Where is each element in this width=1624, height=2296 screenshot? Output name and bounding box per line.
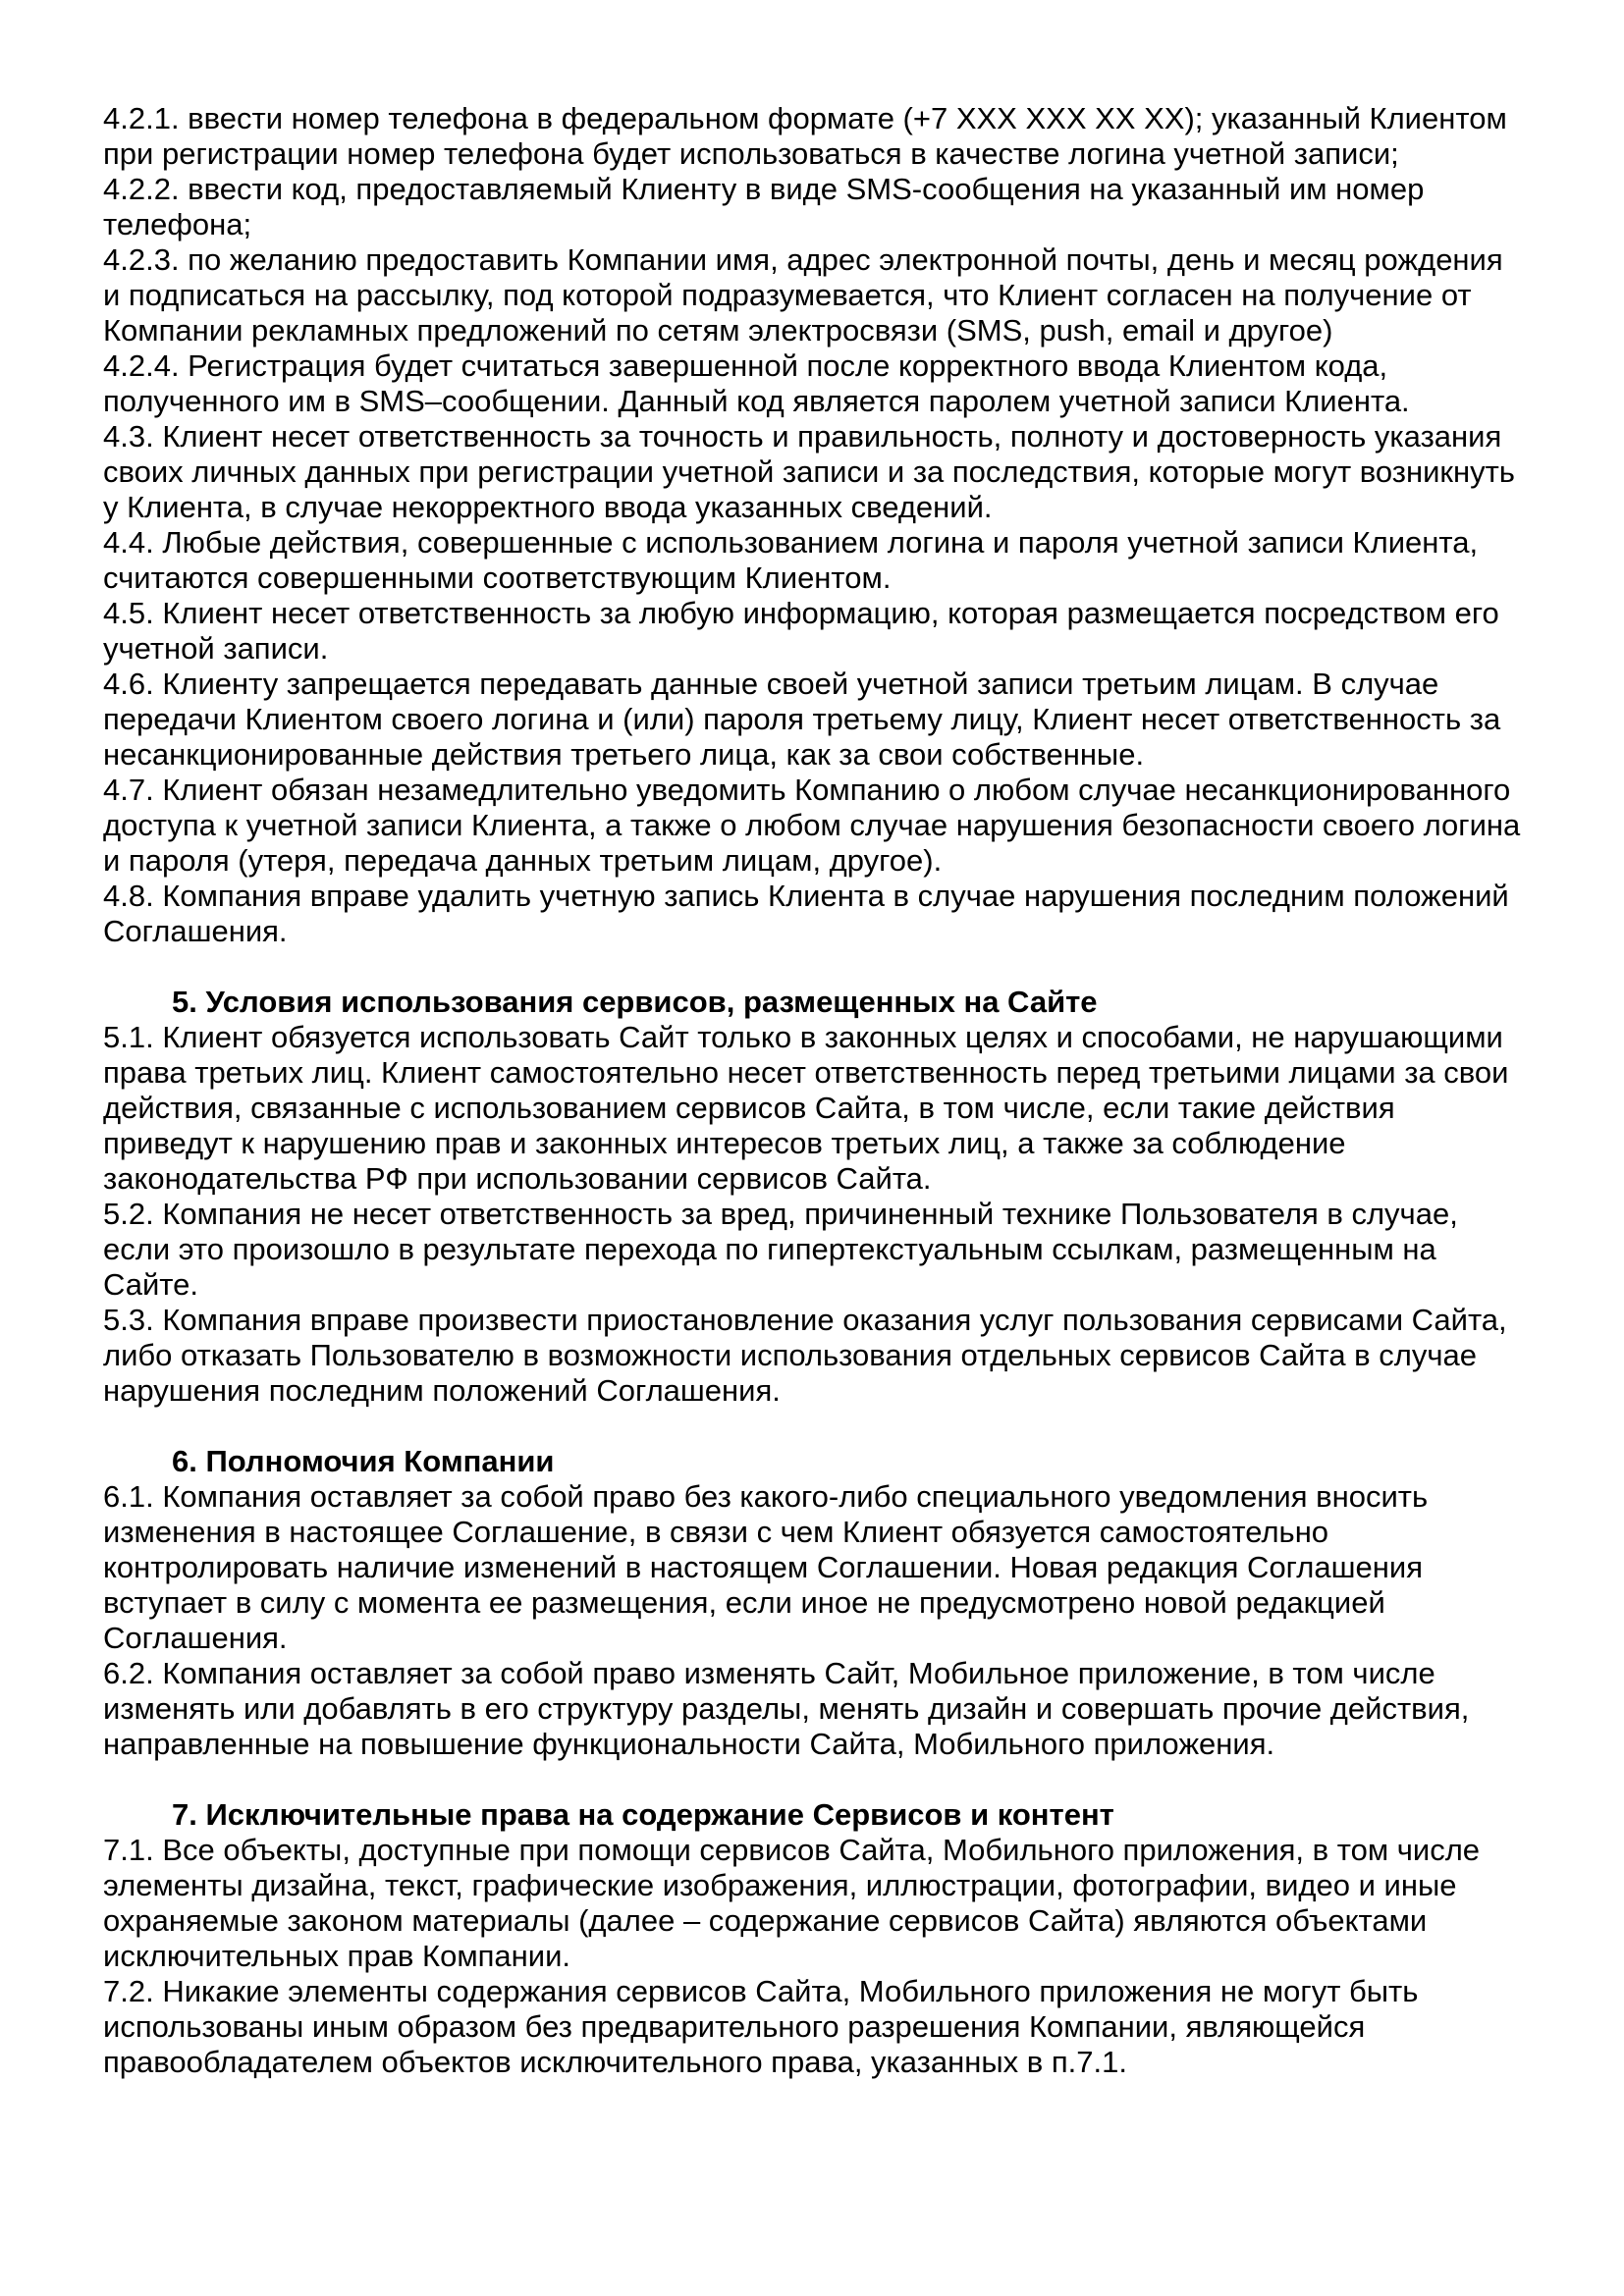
paragraph-4-5: 4.5. Клиент несет ответственность за любую информацию, которая размещается посредством его учетной записи.	[103, 596, 1499, 666]
paragraph-4-2-2: 4.2.2. ввести код, предоставляемый Клиенту в виде SMS-сообщения на указанный им номер телефона;	[103, 172, 1425, 241]
paragraph-4-7: 4.7. Клиент обязан незамедлительно уведомить Компанию о любом случае несанкционированного доступа к учетной записи Клиента, а также о любом случае нарушения безопасности своего логина и пароля (утеря, передача данных третьим лицам, другое).	[103, 773, 1521, 878]
paragraph-4-2-4: 4.2.4. Регистрация будет считаться завершенной после корректного ввода Клиентом кода, полученного им в SMS–сообщении. Данный код является паролем учетной записи Клиента.	[103, 348, 1410, 418]
paragraph-4-2-3: 4.2.3. по желанию предоставить Компании имя, адрес электронной почты, день и месяц рождения и подписаться на рассылку, под которой подразумевается, что Клиент согласен на получение от Компании рекламных предложений по сетям электросвязи (SMS, push, email и другое)	[103, 242, 1503, 347]
paragraph-4-6: 4.6. Клиенту запрещается передавать данные своей учетной записи третьим лицам. В случае передачи Клиентом своего логина и (или) пароля третьему лицу, Клиент несет ответственность за несанкционированные действия третьего лица, как за свои собственные.	[103, 667, 1501, 772]
paragraph-4-8: 4.8. Компания вправе удалить учетную запись Клиента в случае нарушения последним положений Соглашения.	[103, 879, 1509, 948]
paragraph-5-2: 5.2. Компания не несет ответственность за вред, причиненный технике Пользователя в случае, если это произошло в результате перехода по гипертекстуальным ссылкам, размещенным на Сайте.	[103, 1197, 1458, 1302]
paragraph-4-3: 4.3. Клиент несет ответственность за точность и правильность, полноту и достоверность указания своих личных данных при регистрации учетной записи и за последствия, которые могут возникнуть у Клиента, в случае некорректного ввода указанных сведений.	[103, 419, 1515, 524]
section-heading-5: 5. Условия использования сервисов, размещенных на Сайте	[172, 985, 1098, 1019]
section-heading-7: 7. Исключительные права на содержание Сервисов и контент	[172, 1797, 1114, 1832]
paragraph-6-2: 6.2. Компания оставляет за собой право изменять Сайт, Мобильное приложение, в том числе изменять или добавлять в его структуру разделы, менять дизайн и совершать прочие действия, направленные на повышение функциональности Сайта, Мобильного приложения.	[103, 1656, 1470, 1761]
paragraph-7-2: 7.2. Никакие элементы содержания сервисов Сайта, Мобильного приложения не могут быть использованы иным образом без предварительного разрешения Компании, являющейся правообладателем объектов исключительного права, указанных в п.7.1.	[103, 1974, 1419, 2079]
paragraph-6-1: 6.1. Компания оставляет за собой право без какого-либо специального уведомления вносить изменения в настоящее Соглашение, в связи с чем Клиент обязуется самостоятельно контролировать наличие изменений в настоящем Соглашении. Новая редакция Соглашения вступает в силу с момента ее размещения, если иное не предусмотрено новой редакцией Соглашения.	[103, 1479, 1429, 1655]
paragraph-4-4: 4.4. Любые действия, совершенные с использованием логина и пароля учетной записи Клиента, считаются совершенными соответствующим Клиентом.	[103, 525, 1479, 595]
paragraph-4-2-1: 4.2.1. ввести номер телефона в федеральном формате (+7 XXX XXX XX XX); указанный Клиентом при регистрации номер телефона будет использоваться в качестве логина учетной записи;	[103, 101, 1507, 171]
paragraph-5-3: 5.3. Компания вправе произвести приостановление оказания услуг пользования сервисами Сайта, либо отказать Пользователю в возможности использования отдельных сервисов Сайта в случае нарушения последним положений Соглашения.	[103, 1303, 1507, 1408]
section-heading-6: 6. Полномочия Компании	[172, 1444, 555, 1478]
paragraph-7-1: 7.1. Все объекты, доступные при помощи сервисов Сайта, Мобильного приложения, в том числе элементы дизайна, текст, графические изображения, иллюстрации, фотографии, видео и иные охраняемые законом материалы (далее – содержание сервисов Сайта) являются объектами исключительных прав Компании.	[103, 1833, 1481, 1973]
paragraph-5-1: 5.1. Клиент обязуется использовать Сайт только в законных целях и способами, не нарушающими права третьих лиц. Клиент самостоятельно несет ответственность перед третьими лицами за свои действия, связанные с использованием сервисов Сайта, в том числе, если такие действия приведут к нарушению прав и законных интересов третьих лиц, а также за соблюдение законодательства РФ при использовании сервисов Сайта.	[103, 1020, 1509, 1196]
